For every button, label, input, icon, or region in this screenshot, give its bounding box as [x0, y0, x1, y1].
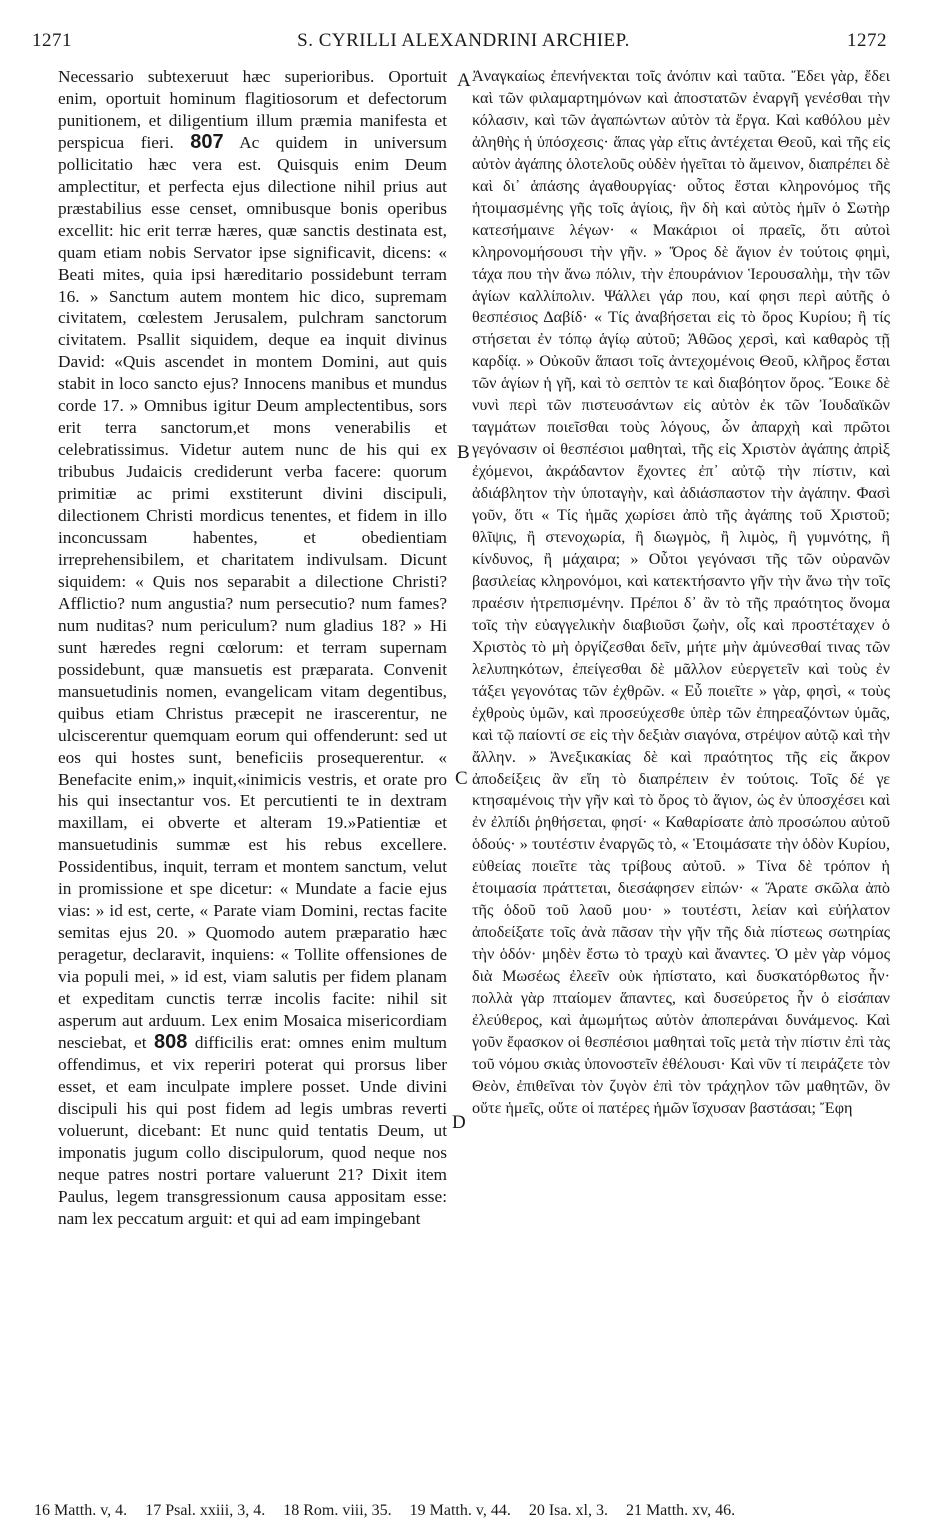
footnote: 20 Isa. xl, 3.	[528, 1502, 608, 1519]
margin-letter-d: D	[452, 1112, 466, 1133]
margin-letter-a: A	[457, 70, 471, 91]
left-page-number: 1271	[32, 30, 72, 51]
greek-paragraph: Ἀναγκαίως ἐπενήνεκται τοῖς ἀνόπιν καὶ ταῦτα. Ἔδει γὰρ, ἔδει καὶ τῶν φιλαμαρτημόνων καὶ ἀποστατῶν ἐναργῆ γενέσθαι τὴν κόλασιν, καὶ τῶν ἀγαπώντων αὐτὸν τὰ ἔργα. Καὶ καθόλου μὲν ἀληθὴς ἡ ὑπόσχεσις· ἅπας γὰρ εἴτις ἀντέχεται Θεοῦ, καὶ τῆς εἰς αὐτὸν ἀγάπης ὁλοτελοῦς οὐδὲν ἡγεῖται τὸ ἄμεινον, διαπρέπει δὲ καὶ δι᾽ ἁπάσης ἀγαθουργίας· οὗτος ἔσται κληρονόμος τῆς ἡτοιμασμένης γῆς τοῖς ἁγίοις, ἣν δὴ καὶ αὐτὸς ἡμῖν ὁ Σωτὴρ κατεσήμαινε λέγων· « Μακάριοι οἱ πραεῖς, ὅτι αὐτοὶ κληρονομήσουσι τὴν γῆν. » Ὄρος δὲ ἅγιον ἐν τούτοις φημὶ, τάχα που τὴν ἄνω πόλιν, τὴν ἐπουράνιον Ἱερουσαλὴμ, τὴν τῶν ἁγίων καλλίπολιν. Ψάλλει γάρ που, καί φησι περὶ αὐτῆς ὁ θεσπέσιος Δαβίδ· « Τίς ἀναβήσεται εἰς τὸ ὄρος Κυρίου; ἢ τίς στήσεται ἐν τόπῳ ἁγίῳ αὐτοῦ; Ἀθῶος χερσὶ, καὶ καθαρὸς τῇ καρδίᾳ. » Οὐκοῦν ἅπασι τοῖς ἀντεχομένοις Θεοῦ, κλῆρος ἔσται τῶν ἁγίων ἡ γῆ, καὶ τὸ σεπτὸν τε καὶ διαβόητον ὄρος. Ἔοικε δὲ νυνὶ περὶ τῶν πιστευσάντων εἰς αὐτὸν ἐκ τῶν Ἰουδαϊκῶν ταγμάτων ποιεῖσθαι τοὺς λόγους, ὧν ἀπαρχὴ καὶ πρῶτοι γεγόνασιν οἱ θεσπέσιοι μαθηταὶ, τῆς εἰς Χριστὸν ἀγάπης ἀπρὶξ ἐχόμενοι, ἀκράδαντον ἔχοντες ἐπ᾽ αὐτῷ τὴν πίστιν, καὶ ἀδιάβλητον τὴν ὑποταγὴν, καὶ ἀδιάσπαστον τὴν ἀγάπην. Φασὶ γοῦν, ὅτι « Τίς ἡμᾶς χωρίσει ἀπὸ τῆς ἀγάπης τοῦ Χριστοῦ; θλῖψις, ἢ στενοχωρία, ἢ διωγμὸς, ἢ λιμὸς, ἢ γυμνότης, ἢ κίνδυνος, ἢ μάχαιρα; » Οὗτοι γεγόνασι τῆς τῶν οὐρανῶν βασιλείας κληρονόμοι, καὶ κατεκτήσαντο γῆν τὴν ἄνω τὴν τοῖς πραέσιν ἡτρεπισμένην. Πρέποι δ᾽ ἂν τὸ τῆς πραότητος ὄνομα τοῖς τὴν εὐαγγελικὴν διαβιοῦσι ζωὴν, οἷς καὶ προστέταχεν ὁ Χριστὸς τὸ μὴ ὀργίζεσθαι δεῖν, μήτε μὴν ἀμύνεσθαί τινας τῶν λελυπηκότων, ἐπείγεσθαι δὲ μᾶλλον εὐεργετεῖν καὶ τοὺς ἐν τάξει γεγονότας τῶν ἐχθρῶν. « Εὖ ποιεῖτε » γὰρ, φησὶ, « τοὺς ἐχθροὺς ὑμῶν, καὶ προσεύχεσθε ὑπὲρ τῶν ἐπηρεαζόντων ὑμᾶς, καὶ τῷ παίοντί σε εἰς τὴν δεξιὰν σιαγόνα, στρέψον αὐτῷ καὶ τὴν ἄλλην. » Ἀνεξικακίας δὲ καὶ πραότητος τῆς εἰς ἄκρον ἀποδείξεις ἂν εἴη τὸ διαπρέπειν ἐν τούτοις. Τοῖς δέ γε κτησαμένοις τὴν γῆν καὶ τὸ ὄρος τὸ ἅγιον, ὡς ἐν ὑποσχέσει καὶ ἐν ἐλπίδι ῥηθήσεται, φησί· « Καθαρίσατε ἀπὸ προσώπου αὐτοῦ ὁδούς· » τουτέστιν ἐναργῶς τὸ, « Ἑτοιμάσατε τὴν ὁδὸν Κυρίου, εὐθείας ποιεῖτε τὰς τρίβους αὐτοῦ. » Τίνα δὲ τρόπον ἡ ἑτοιμασία πράττεται, διεσάφησεν εἰπών· « Ἄρατε σκῶλα ἀπὸ τῆς ὁδοῦ τοῦ λαοῦ μου· » τουτέστι, λείαν καὶ εὐήλατον ἀποδείξατε τοῖς ἀνὰ πᾶσαν τὴν γῆν τῆς διὰ πίστεως σωτηρίας τὴν ὁδόν· μηδὲν ἔστω τὸ τραχὺ καὶ ἄναντες. Ὁ μὲν γὰρ νόμος διὰ Μωσέως ἐλεεῖν οὐκ ἠπίστατο, καὶ δυσκατόρθωτος ἦν· πολλὰ γὰρ πταίομεν ἅπαντες, καὶ δυσεύρετος ἦν ὁ εἰσάπαν ἐλεύθερος, καὶ ἀμωμήτως αὐτὸν ἀποπεράναι δυνάμενος. Καὶ γοῦν ἔφασκον οἱ θεσπέσιοι μαθηταὶ τοῖς μετὰ τὴν πίστιν ἐπὶ τὰς τοῦ νόμου σκιὰς ὑπονοστεῖν ἐθέλουσι· Καὶ νῦν τί πειράζετε τὸν Θεὸν, ἐπιθεῖναι τὸν ζυγὸν ἐπὶ τὸν τράχηλον τῶν μαθητῶν, ὃν οὔτε ἡμεῖς, οὔτε οἱ πατέρες ἡμῶν ἴσχυσαν βαστάσαι; Ἔφη	[472, 67, 890, 1117]
latin-text-part-2: Ac quidem in universum pollicitatio hæc vera est. Quisquis enim Deum amplectitur, et perfecta ejus dilectione nihil prius aut præstabilius esse censet, omnibusque bonis operibus excellit: hic erit terræ hæres, quæ sanctis destinata est, quam etiam nobis Servator ipse significavit, dicens: « Beati mites, quia ipsi hæreditario possidebunt terram 16. » Sanctum autem montem hic dico, supremam civitatem, cœlestem Jerusalem, pulchram sanctorum civitatem. Psallit siquidem, deque ea inquit divinus David: «Quis ascendet in montem Domini, aut quis stabit in loco sancto ejus? Innocens manibus et mundus corde 17. » Omnibus igitur Deum amplectentibus, sors erit terra sanctorum,et mons venerabilis et celebratissimus. Videtur autem nunc de his qui ex tribubus Judaicis crediderunt verba facere: quorum primitiæ ac primi exstiterunt divini discipuli, dilectionem Christi mordicus tenentes, et fidem in illo inconcussam habentes, et obedientiam irreprehensibilem, et charitatem indivulsam. Dicunt siquidem: « Quis nos separabit a dilectione Christi? Afflictio? num angustia? num persecutio? num fames? num nuditas? num periculum? num gladius 18? » Hi sunt hæredes regni cœlorum: et terram supernam possidebunt, quæ mansuetis est præparata. Convenit mansuetudinis nomen, evangelicam vitam degentibus, quibus etiam Christus præcepit ne irascerentur, ne ulciscerentur quemquam eorum qui offenderunt: sed ut eos qui hostes sunt, beneficiis prosequerentur. « Benefacite enim,» inquit,«inimicis vestris, et orate pro his qui insectantur vos. Et percutienti te in dextram maxillam, ei obverte et alteram 19.»Patientiæ et mansuetudinis summæ est his rebus excellere. Possidentibus, inquit, terram et montem sanctum, velut in promissione et spe dicetur: « Mundate a facie ejus vias: » id est, certe, « Parate viam Domini, rectas facite semitas ejus 20. » Quomodo autem præparatio hæc peragetur, declaravit, inquiens: « Tollite offensiones de via populi mei, » id est, viam salutis per fidem planam et expeditam cunctis terræ incolis facite: nihil sit asperum aut arduum. Lex enim Mosaica misericordiam nesciebat, et	[58, 132, 447, 1052]
latin-paragraph	[58, 66, 447, 1230]
latin-text-part-1: Necessario subtexeruut hæc superioribus. Oportuit enim, oportuit hominum flagitiosorum et defectorum punitionem, et diligentium illum præmia manifesta et perspicua fieri.	[58, 67, 447, 152]
running-title: S. CYRILLI ALEXANDRINI ARCHIEP.	[297, 30, 630, 51]
margin-letter-b: B	[457, 442, 470, 463]
latin-column	[58, 66, 447, 1230]
footnote: 19 Matth. v, 44.	[409, 1502, 511, 1519]
margin-letter-c: C	[455, 768, 468, 789]
latin-text-part-3: difficilis erat: omnes enim multum offendimus, et vix reperiri poterat qui prorsus liber esset, et eam inculpate implere posset. Unde divini discipuli his qui post fidem ad legis umbras reverti voluerunt, dicebant: Et nunc quid tentatis Deum, ut imponatis jugum collo discipulorum, quod neque nos neque patres nostri portare valuerunt 21? Dixit item Paulus, legem transgressionum causa appositam esse: nam lex peccatum arguit: et qui ad eam impingebant	[58, 1032, 447, 1228]
footnote: 21 Matth. xv, 46.	[625, 1502, 736, 1519]
right-page-number: 1272	[847, 30, 887, 51]
footnote: 17 Psal. xxiii, 3, 4.	[145, 1502, 266, 1519]
footnote: 18 Rom. viii, 35.	[283, 1502, 392, 1519]
greek-column	[472, 66, 890, 1120]
footnotes	[34, 1502, 894, 1520]
page-marker-808: 808	[153, 1030, 188, 1053]
page-marker-807: 807	[190, 130, 224, 153]
footnote: 16 Matth. v, 4.	[34, 1502, 128, 1519]
